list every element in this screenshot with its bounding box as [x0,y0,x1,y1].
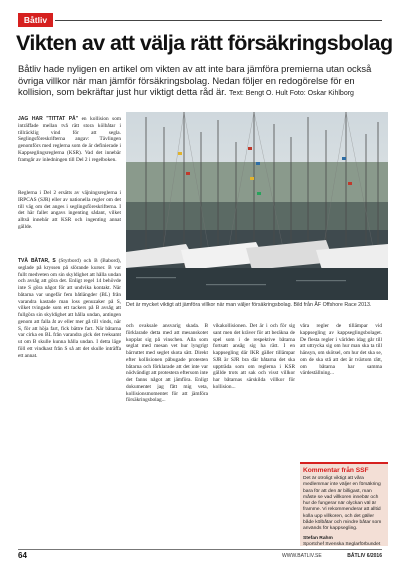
comment-box [300,462,388,546]
headline: Vikten av att välja rätt försäkringsbolag [16,31,393,55]
lead-in: JAG HAR "TITTAT PÅ" [18,116,79,122]
comment-box-title: Kommentar från SSF [303,467,369,474]
body-column-1 [18,116,121,163]
body-column-4 [300,323,382,377]
harbor-photo [126,112,388,300]
photo-caption: Det är mycket viktigt att jämföra villkor när man väljer försäkringsbolag. Bild från ÅF Offshore Race 2013. [126,302,372,308]
ingress-text: Båtliv hade nyligen en artikel om vikten av att inte bara jämföra premierna utan också övriga villkor när man jämför försäkringsbolag. Nedan följer en redogörelse för en kollision, som bekräftar just hur viktigt detta råd är. [18,63,372,98]
footer-url[interactable]: WWW.BATLIV.SE [282,553,322,559]
paragraph: våra regler de tillämpar vid kappsegling av kappseglingsbolaget. De flesta regler i världen idag går till att uttrycka sig om hur man ska ta till hänsyn, om skötsel, om hur det ska se, om de ska stå att det är tvärtom rätt, om båtarna har samma värdeställning... [300,323,382,377]
paragraph: en kollision som inträffade mellan två rätt stora kölbåtar i tillräcklig vind för att segla. Seglingsföreskrifterna angav: Tävlingen genomförs med reglerna som de är definierade i Kappseglingsreglerna (KSR). Vad det innebär framgår av inledningen till Del 2 i regelboken. [18,116,121,163]
body-column-1b [18,190,121,231]
section-tag: Båtliv [18,13,53,27]
byline: Text: Bengt O. Hult Foto: Oskar Kihlborg [229,90,354,98]
signature-role: Sportchef Svenska Seglarförbundet [303,541,381,547]
signature-name: Stefan Rahm [303,535,333,541]
subhead: TVÅ BÅTAR, S [18,258,56,264]
paragraph: Reglerna i Del 2 ersätts av väjningsreglerna i IRPCAS (SJR) eller av nationella regler om det till väg om det anges i seglingsföreskrifterna. I det här fallet angavs ingenting sådant, vilket alltså innebär att KSR och ingenting annat gällde. [18,190,121,230]
paragraph: vikakollisionen. Det är i och för sig sant men det kräver för att beräkna de spel som i de respektive båtarna fortsatt ansåg sig ha rätt. I en kappsegling där IKR gäller tillämpar SJR är SJR bra där båtarna det ska uppträda som om reglerna i KSR gällde trots att sak och visst villkor har båtarnas särskilda villkor för kollision... [213,323,295,390]
footer-rule [18,549,382,550]
body-column-3 [213,323,295,391]
paragraph: och ovaksale ansvarig skada. B förklarade detta med att mesanskotet kopplat sig på vinschen. Alla som seglat med mesan vet hur lyngrigt bärruttet med seglet skota sätt. Direkt efter kollisionen påbugade protesten båtarna och förklarade att det inte var nödvändigt att protestera eftersom inte det fanns något att jämföra. Enligt dokumentet jag fått mig veta, kollisionsmomentet för att jämföra försäkringsbolag... [126,323,208,404]
body-column-1c [18,258,121,359]
body-column-2 [126,323,208,404]
footer-issue: BÅTLIV 6/2016 [347,553,382,559]
page-number: 64 [18,551,27,560]
comment-box-body: Det är otroligt viktigt att våra medlemmar inte väljer en försäkring bara för att den är billigast, man måste se vad villkoren innebär och hur de fungerar när olyckan väl är framme. Vi rekommenderar att alltid kolla upp villkoren, och det gäller både kölbåtar och mindre båtar som används för kappsegling. [303,476,382,532]
comment-box-signature [303,536,385,548]
harbor-photo-graphic [126,112,388,300]
paragraph: (Styrbord) och B (Babord), seglade på kryssen på slörande kurser. B var fullt medveten om sin skyldighet att hålla undan och avsåg att göra det. Enligt regel 14 behövde inte S göra något för att undvika kontakt. När båtarna var ungefär fem båtlängder (BL) från varandra kastade man loss genuzaker på S, vilket tvingade som ett tackers på B avsåg att fullgöra sin skyldighet att hålla undan, antingen genom att falla åt av eller mer gå till vinds, när S, för att höja fart, fick bättre fart. När båtarna var cirka en BL från varandra gick det tveksamt ut om B skulle kunna hålla undan. I detta läge föll ett vindkast från S så att det skulle inträffa ett annat. [18,258,121,359]
ingress [18,63,388,100]
top-rule [55,20,382,21]
